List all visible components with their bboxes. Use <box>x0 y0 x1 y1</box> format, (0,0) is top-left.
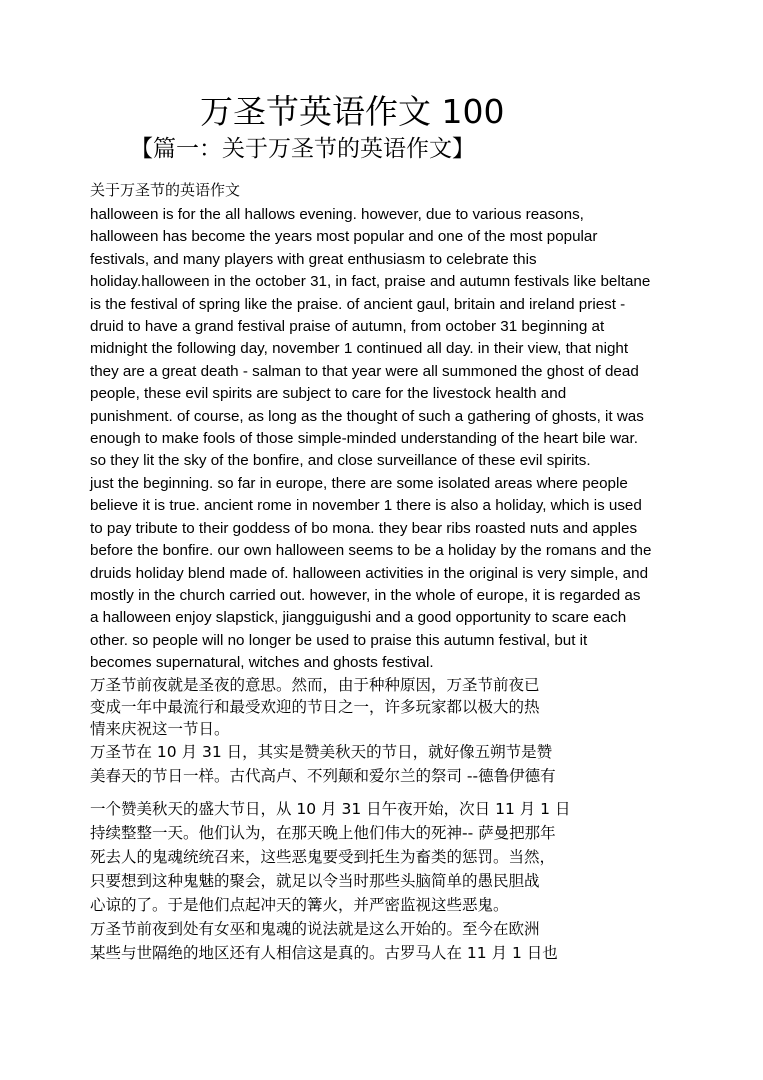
text-line: a halloween enjoy slapstick, jiangguigushi and a good opportunity to scare each <box>90 609 627 627</box>
text-line: is the festival of spring like the praise. of ancient gaul, britain and ireland priest - <box>90 295 626 313</box>
text-line: midnight the following day, november 1 continued all day. in their view, that night <box>90 340 629 358</box>
text-line: 只要想到这种鬼魅的聚会，就足以令当时那些头脑简单的愚民胆战 <box>90 872 540 890</box>
text-line: people, these evil spirits are subject to care for the livestock health and <box>90 385 567 403</box>
text-line: halloween is for the all hallows evening. however, due to various reasons, <box>90 206 584 223</box>
text-line: so they lit the sky of the bonfire, and close surveillance of these evil spirits. <box>90 452 591 470</box>
text-line: punishment. of course, as long as the thought of such a gathering of ghosts, it was <box>90 407 644 425</box>
text-line: 万圣节在 10 月 31 日，其实是赞美秋天的节日，就好像五朔节是赞 <box>90 743 553 761</box>
text-line: 变成一年中最流行和最受欢迎的节日之一，许多玩家都以极大的热 <box>90 698 540 716</box>
text-line: to pay tribute to their goddess of bo mona. they bear ribs roasted nuts and apples <box>90 519 638 537</box>
text-line: 万圣节前夜就是圣夜的意思。然而，由于种种原因，万圣节前夜已 <box>90 676 540 694</box>
document-subtitle: 【篇一：关于万圣节的英语作文】 <box>130 136 475 162</box>
text-line: druid to have a grand festival praise of autumn, from october 31 beginning at <box>90 318 605 336</box>
text-line: druids holiday blend made of. halloween activities in the original is very simple, and <box>90 564 649 582</box>
text-line: 一个赞美秋天的盛大节日，从 10 月 31 日午夜开始，次日 11 月 1 日 <box>90 800 571 818</box>
text-line: 万圣节前夜到处有女巫和鬼魂的说法就是这么开始的。至今在欧洲 <box>90 920 540 938</box>
text-line: enough to make fools of those simple-minded understanding of the heart bile war. <box>90 430 638 448</box>
text-line: halloween has become the years most popular and one of the most popular <box>90 228 598 246</box>
chinese-paragraph-1 <box>90 674 750 740</box>
essay-heading: 关于万圣节的英语作文 <box>90 181 241 199</box>
text-line: mostly in the church carried out. however, in the whole of europe, it is regarded as <box>90 586 641 604</box>
text-line: becomes supernatural, witches and ghosts festival. <box>90 654 434 672</box>
text-line: 某些与世隔绝的地区还有人相信这是真的。古罗马人在 11 月 1 日也 <box>90 944 558 962</box>
text-line: 死去人的鬼魂统统召来，这些恶鬼要受到托生为畜类的惩罚。当然， <box>90 848 556 866</box>
english-paragraph <box>90 204 750 675</box>
text-line: holiday.halloween in the october 31, in fact, praise and autumn festivals like beltane <box>90 273 651 291</box>
chinese-paragraph-3 <box>90 797 750 965</box>
text-line: 持续整整一天。他们认为，在那天晚上他们伟大的死神-- 萨曼把那年 <box>90 824 556 842</box>
text-line: 情来庆祝这一节日。 <box>90 720 230 738</box>
text-line: before the bonfire. our own halloween seems to be a holiday by the romans and the <box>90 542 652 560</box>
chinese-paragraph-2 <box>90 740 750 788</box>
text-line: just the beginning. so far in europe, there are some isolated areas where people <box>90 474 628 492</box>
text-line: other. so people will no longer be used to praise this autumn festival, but it <box>90 631 588 649</box>
text-line: 心谅的了。于是他们点起冲天的篝火，并严密监视这些恶鬼。 <box>90 896 509 914</box>
text-line: 美春天的节日一样。古代高卢、不列颠和爱尔兰的祭司 --德鲁伊德有 <box>90 767 556 785</box>
text-line: they are a great death - salman to that year were all summoned the ghost of dead <box>90 362 639 380</box>
text-line: believe it is true. ancient rome in november 1 there is also a holiday, which is used <box>90 497 642 515</box>
text-line: festivals, and many players with great enthusiasm to celebrate this <box>90 250 537 268</box>
document-title: 万圣节英语作文 100 <box>200 92 505 131</box>
